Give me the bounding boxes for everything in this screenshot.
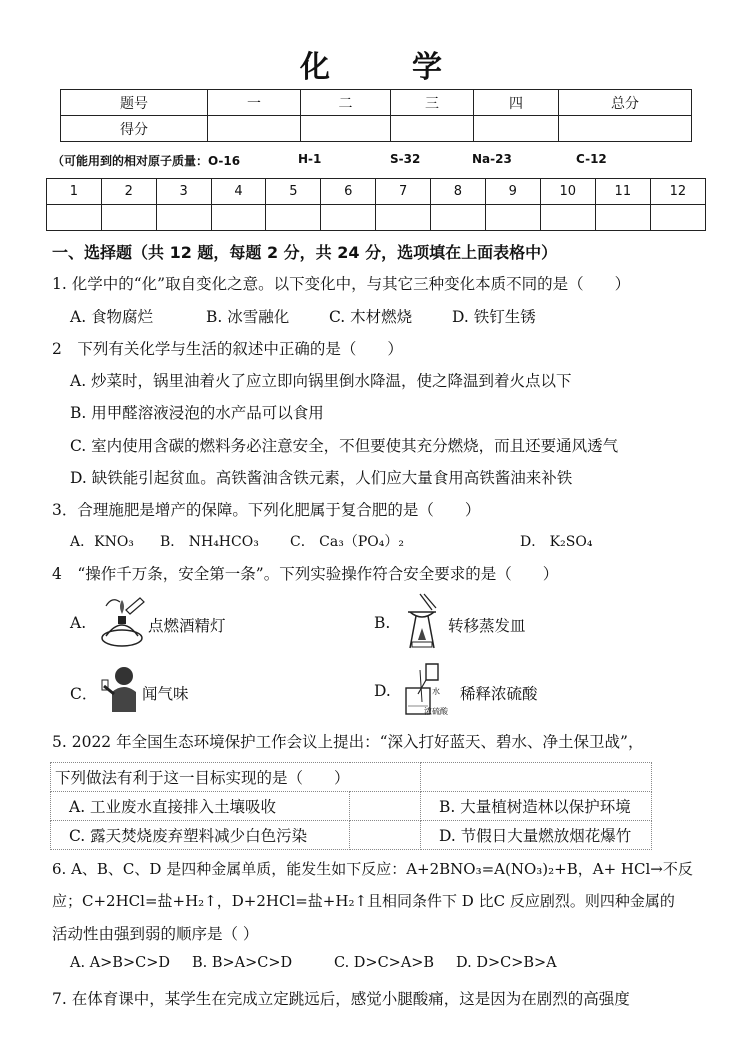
q4-option-b-label: 转移蒸发皿 bbox=[448, 617, 526, 635]
answer-cell[interactable] bbox=[485, 205, 540, 231]
answer-cell[interactable] bbox=[47, 205, 102, 231]
answer-cell[interactable] bbox=[266, 205, 321, 231]
answer-cell[interactable] bbox=[211, 205, 266, 231]
answer-number: 9 bbox=[485, 179, 540, 205]
q5-option-c: C. 露天焚烧废弃塑料减少白色污染 bbox=[51, 821, 350, 850]
evaporating-dish-icon bbox=[402, 590, 442, 652]
q2-option-d: D. 缺铁能引起贫血。高铁酱油含铁元素，人们应大量食用高铁酱油来补铁 bbox=[70, 469, 573, 487]
q7-stem: 7. 在体育课中，某学生在完成立定跳远后，感觉小腿酸痛，这是因为在剧烈的高强度 bbox=[52, 990, 630, 1008]
score-table bbox=[60, 89, 692, 142]
q6-option-a: A. A>B>C>D bbox=[70, 955, 170, 971]
score-header: 一 bbox=[208, 90, 301, 116]
answer-cell[interactable] bbox=[595, 205, 650, 231]
score-cell[interactable] bbox=[474, 116, 559, 142]
answer-number: 5 bbox=[266, 179, 321, 205]
score-header: 二 bbox=[301, 90, 391, 116]
smelling-person-icon bbox=[100, 664, 140, 714]
q4-option-c-letter: C． bbox=[70, 685, 98, 703]
answer-cell[interactable] bbox=[376, 205, 431, 231]
answer-cell[interactable] bbox=[321, 205, 376, 231]
mass-item: Na-23 bbox=[472, 152, 512, 166]
answer-number: 10 bbox=[540, 179, 595, 205]
answer-number: 1 bbox=[47, 179, 102, 205]
q5-option-d: D. 节假日大量燃放烟花爆竹 bbox=[421, 821, 652, 850]
q4-option-d-label: 稀释浓硫酸 bbox=[460, 685, 538, 703]
alcohol-lamp-icon bbox=[96, 592, 148, 650]
q4-stem: 4 “操作千万条，安全第一条”。下列实验操作符合安全要求的是（ ） bbox=[52, 565, 559, 583]
q5-stem: 5. 2022 年全国生态环境保护工作会议上提出：“深入打好蓝天、碧水、净土保卫战”， bbox=[52, 733, 644, 751]
page-title bbox=[0, 42, 744, 86]
score-header: 总分 bbox=[559, 90, 692, 116]
score-cell[interactable] bbox=[559, 116, 692, 142]
q4-option-c-label: 闻气味 bbox=[142, 685, 189, 703]
answer-cell[interactable] bbox=[540, 205, 595, 231]
dilute-acid-label-acid: 浓硫酸 bbox=[424, 707, 448, 716]
score-header: 题号 bbox=[61, 90, 208, 116]
q5-option-a: A. 工业废水直接排入土壤吸收 bbox=[51, 792, 350, 821]
q3-option-a: A．KNO₃ bbox=[70, 534, 134, 550]
q5-empty-cell bbox=[421, 763, 652, 792]
q6-option-c: C. D>C>A>B bbox=[334, 955, 435, 971]
q1-option-d: D. 铁钉生锈 bbox=[452, 308, 536, 326]
score-header: 三 bbox=[391, 90, 474, 116]
q2-stem: 2 下列有关化学与生活的叙述中正确的是（ ） bbox=[52, 340, 403, 358]
answer-cell[interactable] bbox=[156, 205, 211, 231]
score-row-label: 得分 bbox=[61, 116, 208, 142]
score-cell[interactable] bbox=[391, 116, 474, 142]
score-cell[interactable] bbox=[208, 116, 301, 142]
q4-option-a-label: 点燃酒精灯 bbox=[148, 617, 226, 635]
q5-empty-cell bbox=[350, 821, 421, 850]
q5-empty-cell bbox=[350, 792, 421, 821]
q4-option-b-letter: B. bbox=[374, 614, 391, 632]
answer-number: 11 bbox=[595, 179, 650, 205]
q1-stem: 1. 化学中的“化”取自变化之意。以下变化中，与其它三种变化本质不同的是（ ） bbox=[52, 275, 631, 293]
q6-option-d: D. D>C>B>A bbox=[456, 955, 557, 971]
q4-option-a-letter: A. bbox=[70, 614, 87, 632]
q5-option-b: B. 大量植树造林以保护环境 bbox=[421, 792, 652, 821]
answer-cell[interactable] bbox=[431, 205, 486, 231]
mass-item: C-12 bbox=[576, 152, 607, 166]
mass-item: S-32 bbox=[390, 152, 421, 166]
q5-options-table bbox=[50, 762, 652, 850]
q6-option-b: B. B>A>C>D bbox=[192, 955, 293, 971]
q1-option-a: A. 食物腐烂 bbox=[70, 308, 154, 326]
q4-option-d-letter: D. bbox=[374, 682, 391, 700]
answer-cell[interactable] bbox=[650, 205, 705, 231]
answer-table bbox=[46, 178, 706, 231]
mass-item: H-1 bbox=[298, 152, 322, 166]
answer-number: 8 bbox=[431, 179, 486, 205]
q1-option-c: C. 木材燃烧 bbox=[329, 308, 413, 326]
q1-option-b: B. 冰雪融化 bbox=[206, 308, 290, 326]
answer-number: 12 bbox=[650, 179, 705, 205]
answer-cell[interactable] bbox=[101, 205, 156, 231]
section-title: 一、选择题（共 12 题，每题 2 分，共 24 分，选项填在上面表格中） bbox=[52, 243, 558, 262]
q2-option-b: B. 用甲醛溶液浸泡的水产品可以食用 bbox=[70, 404, 324, 422]
score-cell[interactable] bbox=[301, 116, 391, 142]
q6-line-2: 应；C+2HCl=盐+H₂↑，D+2HCl=盐+H₂↑且相同条件下 D 比C 反应剧烈。则四种金属的 bbox=[52, 892, 675, 910]
q2-option-a: A. 炒菜时，锅里油着火了应立即向锅里倒水降温，使之降温到着火点以下 bbox=[70, 372, 572, 390]
q6-line-1: 6. A、B、C、D 是四种金属单质，能发生如下反应：A+2BNO₃=A(NO₃)₂+B，A+ HCl→不反 bbox=[52, 860, 693, 878]
q5-stem-2: 下列做法有利于这一目标实现的是（ ） bbox=[51, 763, 421, 792]
answer-number: 2 bbox=[101, 179, 156, 205]
dilute-acid-label-water: 水 bbox=[432, 687, 440, 696]
q3-option-d: D． K₂SO₄ bbox=[520, 534, 593, 550]
title-char-2: 学 bbox=[412, 50, 444, 85]
answer-number: 7 bbox=[376, 179, 431, 205]
q2-option-c: C. 室内使用含碳的燃料务必注意安全，不但要使其充分燃烧，而且还要通风透气 bbox=[70, 437, 619, 455]
answer-number: 4 bbox=[211, 179, 266, 205]
answer-number: 6 bbox=[321, 179, 376, 205]
q3-option-b: B． NH₄HCO₃ bbox=[160, 534, 259, 550]
q6-line-3: 活动性由强到弱的顺序是（ ） bbox=[52, 925, 259, 943]
answer-number: 3 bbox=[156, 179, 211, 205]
mass-prefix: （可能用到的相对原子质量：O-16 bbox=[52, 154, 241, 168]
title-char-1: 化 bbox=[300, 50, 332, 85]
q3-stem: 3．合理施肥是增产的保障。下列化肥属于复合肥的是（ ） bbox=[52, 501, 481, 519]
q3-option-c: C． Ca₃（PO₄）₂ bbox=[290, 534, 404, 550]
score-header: 四 bbox=[474, 90, 559, 116]
